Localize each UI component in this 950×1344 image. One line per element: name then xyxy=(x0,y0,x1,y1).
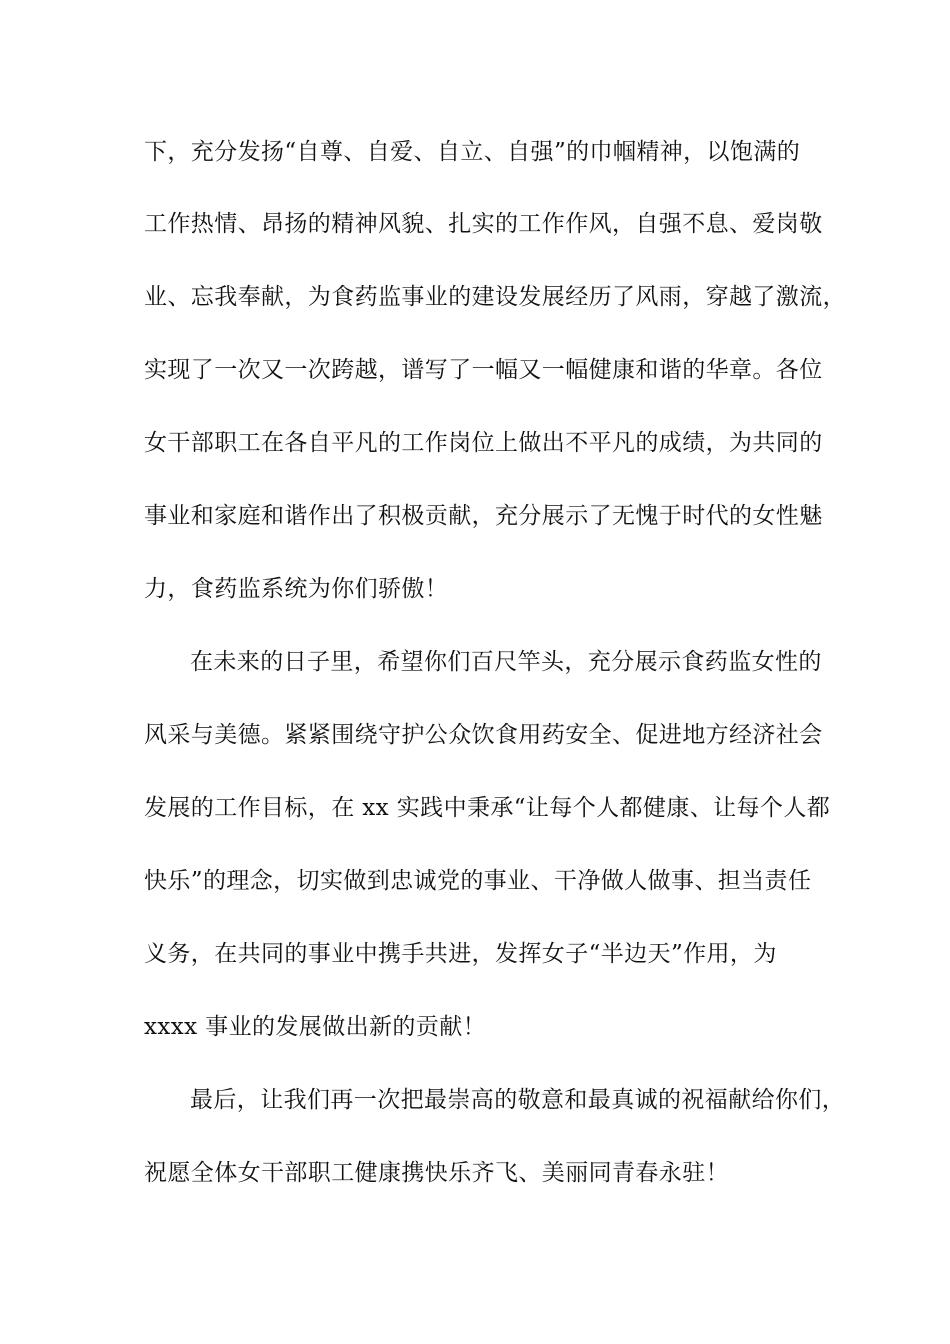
text-line: 女干部职工在各自平凡的工作岗位上做出不平凡的成绩，为共同的 xyxy=(144,430,823,456)
paragraph-first-line: 在未来的日子里，希望你们百尺竿头，充分展示食药监女性的 xyxy=(190,649,822,675)
text-line: 快乐”的理念，切实做到忠诚党的事业、干净做人做事、担当责任 xyxy=(144,868,812,894)
text-line: 风采与美德。紧紧围绕守护公众饮食用药安全、促进地方经济社会 xyxy=(144,722,823,748)
text-line: 业、忘我奉献，为食药监事业的建设发展经历了风雨，穿越了激流， xyxy=(144,284,846,310)
text-line: 祝愿全体女干部职工健康携快乐齐飞、美丽同青春永驻！ xyxy=(144,1160,729,1186)
text-line: 实现了一次又一次跨越，谱写了一幅又一幅健康和谐的华章。各位 xyxy=(144,357,823,383)
text-line: 义务，在共同的事业中携手共进，发挥女子“半边天”作用，为 xyxy=(144,941,777,967)
text-line: 下，充分发扬“自尊、自爱、自立、自强”的巾帼精神，以饱满的 xyxy=(144,139,801,165)
text-line: 事业和家庭和谐作出了积极贡献，充分展示了无愧于时代的女性魅 xyxy=(144,503,823,529)
paragraph-first-line: 最后，让我们再一次把最崇高的敬意和最真诚的祝福献给你们， xyxy=(190,1087,846,1113)
text-line: 力，食药监系统为你们骄傲！ xyxy=(144,576,449,602)
text-line: xxxx 事业的发展做出新的贡献！ xyxy=(144,1014,486,1040)
text-line: 工作热情、昂扬的精神风貌、扎实的工作作风，自强不息、爱岗敬 xyxy=(144,211,823,237)
text-line: 发展的工作目标，在 xx 实践中秉承“让每个人都健康、让每个人都 xyxy=(144,795,831,821)
